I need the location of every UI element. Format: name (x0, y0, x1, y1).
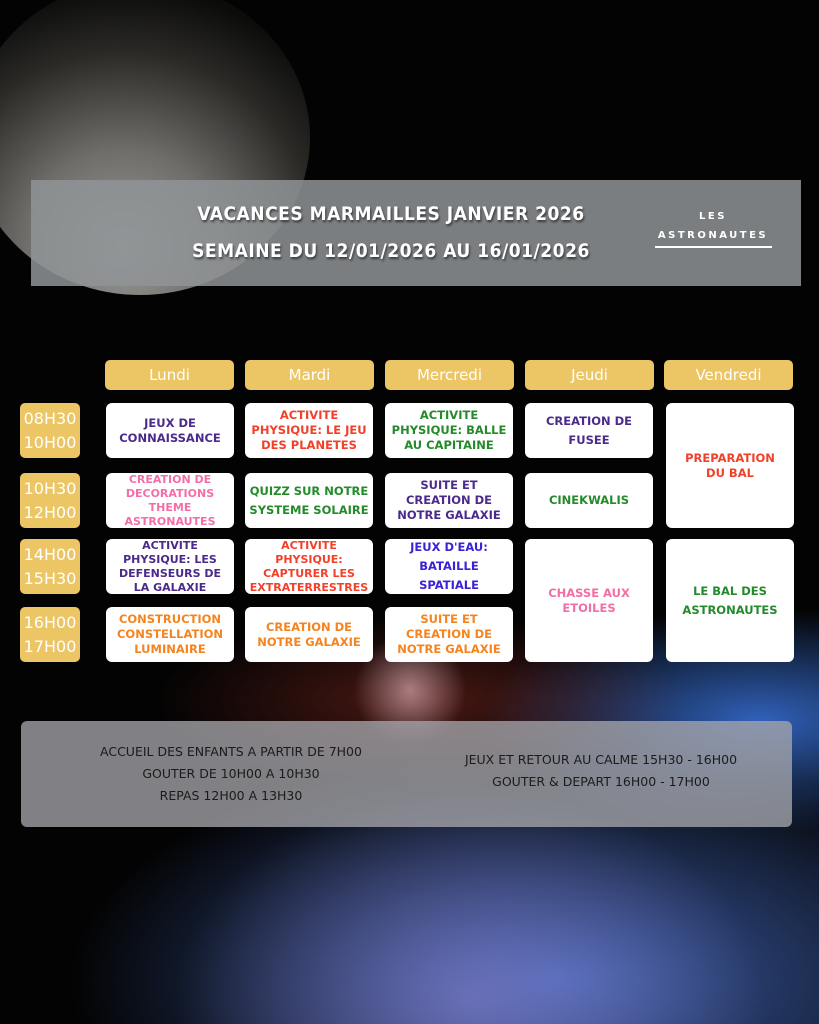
activity-lundi-3: ACTIVITE PHYSIQUE: LES DEFENSEURS DE LA GALAXIE (106, 539, 234, 594)
activity-mardi-3: ACTIVITE PHYSIQUE: CAPTURER LES EXTRATERRESTRES (245, 539, 373, 594)
activity-lundi-1: JEUX DE CONNAISSANCE (106, 403, 234, 458)
activity-mardi-2: QUIZZ SUR NOTRE SYSTEME SOLAIRE (245, 473, 373, 528)
time-end: 15H30 (23, 568, 77, 588)
info-morning (51, 741, 411, 807)
activity-vendredi-1: PREPARATION DU BAL (666, 403, 794, 528)
header-banner (31, 180, 801, 286)
info-line: ACCUEIL DES ENFANTS A PARTIR DE 7H00 (100, 744, 362, 759)
activity-lundi-2: CREATION DE DECORATIONS THEME ASTRONAUTES (106, 473, 234, 528)
time-slot-3 (20, 539, 80, 594)
brand-line2: ASTRONAUTES (657, 230, 769, 241)
day-header-mercredi: Mercredi (385, 360, 514, 390)
time-end: 17H00 (23, 636, 77, 656)
activity-jeudi-2: CINEKWALIS (525, 473, 653, 528)
info-panel (21, 721, 792, 827)
activity-mercredi-2: SUITE ET CREATION DE NOTRE GALAXIE (385, 473, 513, 528)
activity-mardi-1: ACTIVITE PHYSIQUE: LE JEU DES PLANETES (245, 403, 373, 458)
time-start: 14H00 (23, 544, 77, 564)
activity-mercredi-3: JEUX D'EAU: BATAILLE SPATIALE (385, 539, 513, 594)
time-end: 10H00 (23, 432, 77, 452)
day-header-lundi: Lundi (105, 360, 234, 390)
activity-lundi-4: CONSTRUCTION CONSTELLATION LUMINAIRE (106, 607, 234, 662)
info-line: JEUX ET RETOUR AU CALME 15H30 - 16H00 (464, 752, 738, 767)
time-start: 10H30 (23, 478, 77, 498)
brand-line1: LES (699, 211, 727, 222)
info-line: REPAS 12H00 A 13H30 (159, 788, 303, 803)
activity-vendredi-2: LE BAL DES ASTRONAUTES (666, 539, 794, 662)
time-slot-1 (20, 403, 80, 458)
brand-underline (655, 246, 772, 248)
time-slot-2 (20, 473, 80, 528)
activity-jeudi-3: CHASSE AUX ETOILES (525, 539, 653, 662)
info-line: GOUTER & DEPART 16H00 - 17H00 (492, 774, 710, 789)
time-start: 16H00 (23, 612, 77, 632)
day-header-vendredi: Vendredi (664, 360, 793, 390)
page-title: VACANCES MARMAILLES JANVIER 2026 (197, 203, 585, 225)
activity-mercredi-1: ACTIVITE PHYSIQUE: BALLE AU CAPITAINE (385, 403, 513, 458)
day-header-mardi: Mardi (245, 360, 374, 390)
activity-mardi-4: CREATION DE NOTRE GALAXIE (245, 607, 373, 662)
page-subtitle: SEMAINE DU 12/01/2026 AU 16/01/2026 (192, 240, 590, 262)
time-slot-4 (20, 607, 80, 662)
time-start: 08H30 (23, 408, 77, 428)
info-line: GOUTER DE 10H00 A 10H30 (142, 766, 320, 781)
brand-logo (653, 207, 773, 245)
info-afternoon (421, 749, 781, 793)
activity-jeudi-1: CREATION DE FUSEE (525, 403, 653, 458)
activity-mercredi-4: SUITE ET CREATION DE NOTRE GALAXIE (385, 607, 513, 662)
time-end: 12H00 (23, 502, 77, 522)
day-header-jeudi: Jeudi (525, 360, 654, 390)
